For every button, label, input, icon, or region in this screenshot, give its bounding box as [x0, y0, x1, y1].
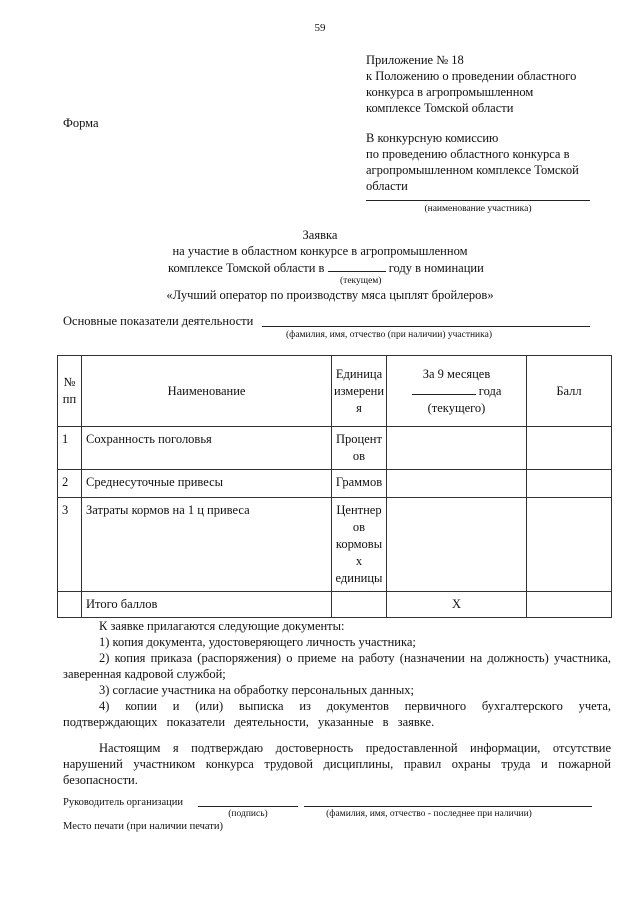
total-score [527, 592, 612, 618]
header-unit-line: я [356, 400, 362, 415]
documents-intro: К заявке прилагаются следующие документы: [99, 619, 345, 633]
document-item: 1) копия документа, удостоверяющего личность участника; [99, 635, 416, 649]
head-label: Руководитель организации [63, 797, 183, 808]
row-score [527, 427, 612, 470]
header-num-line: пп [62, 392, 77, 406]
row-unit-line: ов [352, 520, 366, 534]
addressee-line: В конкурсную комиссию [366, 131, 499, 145]
header-score: Балл [527, 356, 612, 427]
header-unit-line: измерени [333, 383, 385, 398]
table-total-row [58, 592, 612, 618]
addressee-line: области [366, 179, 408, 193]
total-mark: X [387, 592, 527, 618]
document-item: 4) копии и (или) выписка из документов первичного бухгалтерского учета, подтверждающих показатели деятельности, указанные в заявке. [63, 699, 611, 729]
header-num-line: № [63, 375, 76, 389]
year-blank [328, 260, 386, 272]
fio-head-line [304, 806, 592, 807]
stamp-label: Место печати (при наличии печати) [63, 821, 224, 832]
signature-caption: (подпись) [228, 809, 268, 819]
appendix-line: комплексе Томской области [366, 101, 514, 115]
row-unit-line: ов [352, 449, 366, 463]
document-item: 3) согласие участника на обработку персональных данных; [99, 683, 414, 697]
page-number: 59 [314, 22, 326, 34]
subtitle-part-a: комплексе Томской области в [168, 261, 325, 275]
total-unit [332, 592, 387, 618]
document-item: 2) копия приказа (распоряжения) о приеме на работу (назначении на должность) участника, заверенная кадровой службой; [63, 651, 611, 681]
header-period [387, 356, 527, 427]
header-num [58, 356, 82, 427]
current-caption: (текущем) [340, 276, 382, 286]
row-name: Среднесуточные привесы [82, 470, 332, 498]
row-unit-line: единицы [335, 571, 383, 585]
table-header-row [58, 356, 612, 427]
row-value [387, 470, 527, 498]
indicators-table [57, 355, 612, 618]
participant-caption: (наименование участника) [424, 204, 532, 214]
appendix-line: конкурса в агропромышленном [366, 85, 534, 99]
addressee-block [366, 130, 579, 194]
row-num: 2 [58, 470, 82, 498]
row-name: Сохранность поголовья [82, 427, 332, 470]
row-unit [332, 498, 387, 592]
row-value [387, 427, 527, 470]
document-subtitle: на участие в областном конкурсе в агропромышленном [172, 244, 468, 258]
header-unit [332, 356, 387, 427]
total-label: Итого баллов [82, 592, 332, 618]
signature-line [198, 806, 298, 807]
addressee-line: по проведению областного конкурса в [366, 147, 570, 161]
fio-head-caption: (фамилия, имя, отчество - последнее при наличии) [326, 809, 532, 819]
appendix-line: Приложение № 18 [366, 53, 464, 67]
documents-section [63, 618, 611, 730]
row-score [527, 470, 612, 498]
row-value [387, 498, 527, 592]
row-num: 1 [58, 427, 82, 470]
addressee-line: агропромышленном комплексе Томской [366, 163, 579, 177]
row-unit [332, 470, 387, 498]
header-unit-line: Единица [335, 366, 383, 381]
row-unit-line: х [355, 554, 363, 568]
header-period-line [391, 383, 522, 400]
appendix-block [366, 52, 576, 116]
row-unit-line: Центнер [336, 503, 382, 517]
confirmation-text: Настоящим я подтверждаю достоверность предоставленной информации, отсутствие нарушений участником конкурса трудовой дисциплины, правил охраны труда и пожарной безопасности. [63, 741, 611, 787]
header-period-line: За 9 месяцев [422, 366, 491, 381]
indicators-line [262, 326, 590, 327]
row-num: 3 [58, 498, 82, 592]
table-row [58, 498, 612, 592]
appendix-line: к Положению о проведении областного [366, 69, 577, 83]
row-unit-line: Граммов [335, 475, 383, 489]
document-subtitle-2 [168, 260, 484, 276]
table-row [58, 470, 612, 498]
document-title: Заявка [302, 228, 338, 242]
header-period-line: (текущего) [427, 400, 486, 415]
header-period-year: года [478, 383, 502, 398]
fio-caption: (фамилия, имя, отчество (при наличии) участника) [286, 330, 492, 340]
subtitle-part-b: году в номинации [388, 261, 484, 275]
nomination: «Лучший оператор по производству мяса цыплят бройлеров» [166, 288, 494, 302]
row-name: Затраты кормов на 1 ц привеса [82, 498, 332, 592]
row-unit [332, 427, 387, 470]
participant-name-line [366, 200, 590, 201]
year-blank [412, 383, 476, 395]
total-num [58, 592, 82, 618]
row-unit-line: Процент [336, 432, 382, 446]
table-row [58, 427, 612, 470]
row-unit-line: кормовы [335, 537, 383, 551]
row-score [527, 498, 612, 592]
header-name: Наименование [82, 356, 332, 427]
indicators-label: Основные показатели деятельности [63, 314, 254, 328]
form-label: Форма [63, 116, 99, 130]
